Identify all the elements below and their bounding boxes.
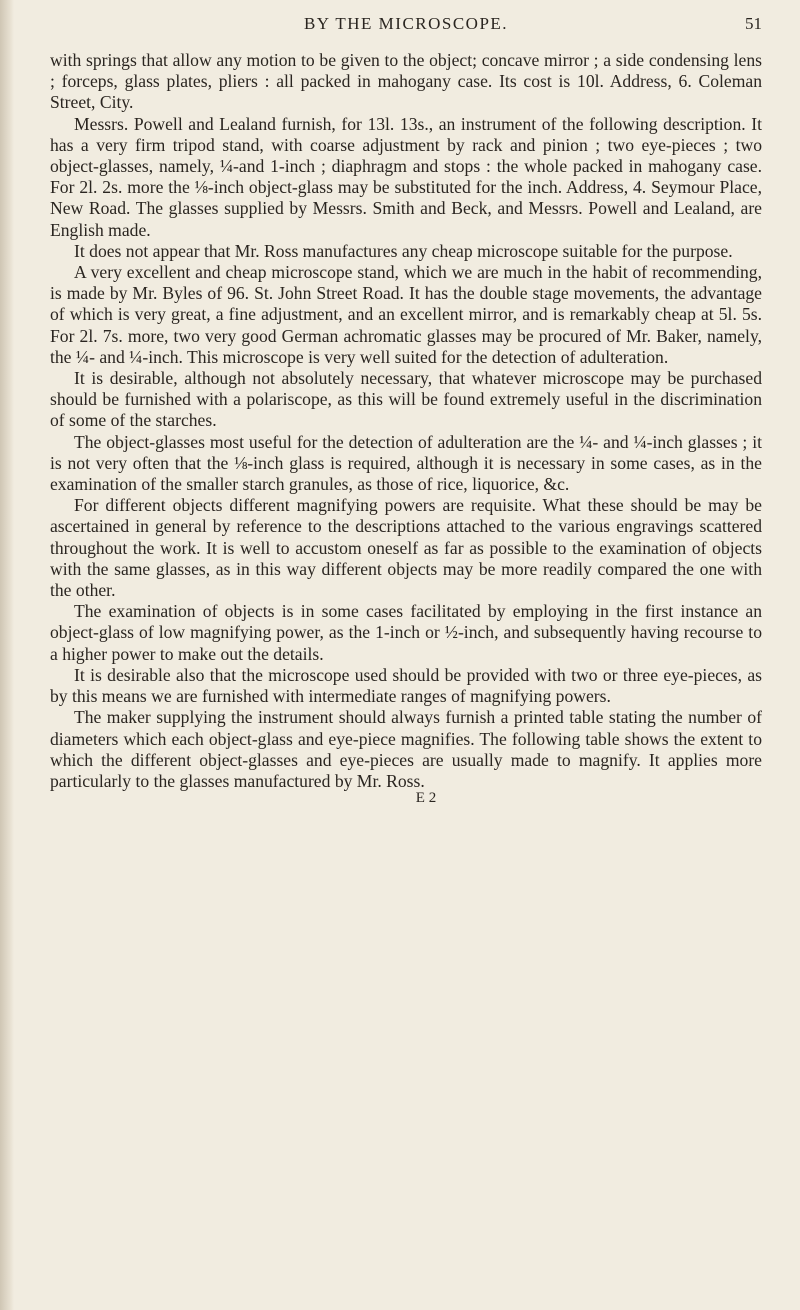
running-head-title: BY THE MICROSCOPE. bbox=[303, 14, 509, 33]
book-binding-shadow bbox=[0, 0, 14, 1310]
paragraph: A very excellent and cheap microscope stand, which we are much in the habit of recommending, is made by Mr. Byles of 96. St. John Street Road. It has the double stage movements, the advantage of which is very great, a fine adjustment, and an excellent mirror, and is remarkably cheap at 5l. 5s. For 2l. 7s. more, two very good German achromatic glasses may be procured of Mr. Baker, namely, the ¼- and ¼-inch. This microscope is very well suited for the detection of adulteration. bbox=[50, 262, 762, 367]
paragraph: It is desirable, although not absolutely necessary, that whatever microscope may be purchased should be furnished with a polariscope, as this will be found extremely useful in the discrimination of some of the starches. bbox=[50, 368, 762, 431]
running-head bbox=[50, 14, 762, 46]
paragraph: The object-glasses most useful for the detection of adulteration are the ¼- and ¼-inch glasses ; it is not very often that the ⅛-inch glass is required, although it is necessary in some cases, as in the examination of the smaller starch granules, as those of rice, liquorice, &c. bbox=[50, 431, 762, 495]
paragraph: The examination of objects is in some cases facilitated by employing in the first instance an object-glass of low magnifying power, as the 1-inch or ½-inch, and subsequently having recourse to a higher power to make out the details. bbox=[50, 601, 762, 664]
paragraph: For different objects different magnifying powers are requisite. What these should be may be ascertained in general by reference to the descriptions attached to the various engravings scattered throughout the work. It is well to accustom oneself as far as possible to the examination of objects with the same glasses, as in this way different objects may be more readily compared the one with the other. bbox=[50, 495, 762, 601]
paragraph: It does not appear that Mr. Ross manufactures any cheap microscope suitable for the purpose. bbox=[74, 240, 733, 261]
signature-mark: E 2 bbox=[415, 790, 437, 807]
paragraph: It is desirable also that the microscope used should be provided with two or three eye-pieces, as by this means we are furnished with intermediate ranges of magnifying powers. bbox=[50, 664, 762, 707]
page-number: 51 bbox=[745, 14, 762, 33]
paragraph: The maker supplying the instrument should always furnish a printed table stating the number of diameters which each object-glass and eye-piece magnifies. The following table shows the extent to which the different object-glasses and eye-pieces are usually made to magnify. It applies more particularly to the glasses manufactured by Mr. Ross. bbox=[50, 707, 762, 791]
paragraph: with springs that allow any motion to be given to the object; concave mirror ; a side condensing lens ; forceps, glass plates, pliers : all packed in mahogany case. Its cost is 10l. Address, 6. Coleman Street, City. bbox=[50, 50, 762, 113]
body-text bbox=[50, 50, 762, 792]
book-page bbox=[50, 14, 762, 807]
paragraph: Messrs. Powell and Lealand furnish, for 13l. 13s., an instrument of the following description. It has a very firm tripod stand, with coarse adjustment by rack and pinion ; two eye-pieces ; two object-glasses, namely, ¼-and 1-inch ; diaphragm and stops : the whole packed in mahogany case. For 2l. 2s. more the ⅛-inch object-glass may be substituted for the inch. Address, 4. Seymour Place, New Road. The glasses supplied by Messrs. Smith and Beck, and Messrs. Powell and Lealand, are English made. bbox=[50, 113, 762, 240]
